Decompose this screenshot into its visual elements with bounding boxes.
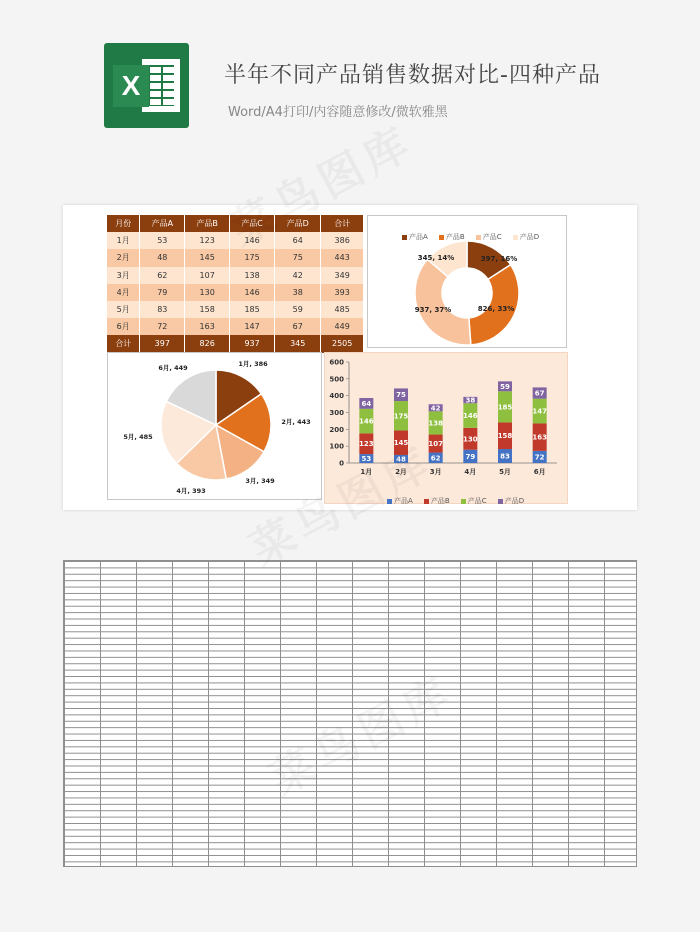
bar-data-label: 59: [500, 382, 510, 391]
y-tick-label: 600: [329, 358, 344, 367]
table-cell: 146: [230, 284, 275, 301]
table-total-cell: 345: [275, 335, 321, 352]
table-cell: 6月: [107, 318, 140, 335]
table-cell: 107: [185, 267, 230, 284]
x-tick-label: 2月: [395, 468, 407, 476]
table-row: [107, 318, 364, 335]
legend-item: 产品A: [402, 232, 428, 242]
table-cell: 185: [230, 301, 275, 318]
table-cell: 53: [140, 232, 185, 249]
table-total-cell: 397: [140, 335, 185, 352]
donut-data-label: 345, 14%: [417, 254, 455, 262]
pie-chart-box: [107, 352, 322, 500]
table-cell: 48: [140, 249, 185, 266]
pie-data-label: 1月, 386: [238, 360, 268, 368]
table-row: [107, 267, 364, 284]
y-tick-label: 500: [329, 375, 344, 384]
x-tick-label: 5月: [499, 468, 511, 476]
legend-item: 产品C: [476, 232, 502, 242]
logo-letter: X: [113, 65, 149, 107]
table-cell: 443: [321, 249, 364, 266]
table-cell: 145: [185, 249, 230, 266]
pie-data-label: 5月, 485: [123, 433, 153, 441]
table-cell: 138: [230, 267, 275, 284]
bar-data-label: 79: [465, 452, 476, 461]
bar-data-label: 38: [465, 396, 476, 405]
y-tick-label: 0: [339, 459, 344, 468]
table-cell: 175: [230, 249, 275, 266]
pie-data-label: 2月, 443: [281, 418, 311, 426]
y-tick-label: 300: [329, 409, 344, 417]
excel-logo-icon: [104, 43, 189, 128]
table-row: [107, 301, 364, 318]
table-cell: 59: [275, 301, 321, 318]
donut-chart: [368, 216, 566, 347]
bar-data-label: 147: [532, 407, 547, 416]
table-cell: 2月: [107, 249, 140, 266]
donut-chart-box: [367, 215, 567, 348]
x-tick-label: 4月: [464, 468, 477, 476]
table-cell: 3月: [107, 267, 140, 284]
bar-data-label: 175: [393, 412, 409, 421]
legend-item: 产品B: [439, 232, 465, 242]
bar-data-label: 107: [428, 440, 443, 449]
bar-data-label: 163: [532, 433, 547, 442]
bar-data-label: 72: [534, 453, 545, 462]
table-cell: 67: [275, 318, 321, 335]
bar-data-label: 48: [396, 455, 406, 464]
x-tick-label: 6月: [533, 468, 546, 476]
bar-data-label: 42: [430, 404, 441, 413]
bar-data-label: 53: [361, 455, 372, 464]
table-cell: 146: [230, 232, 275, 249]
table-cell: 147: [230, 318, 275, 335]
table-cell: 42: [275, 267, 321, 284]
table-cell: 485: [321, 301, 364, 318]
table-cell: 449: [321, 318, 364, 335]
bar-data-label: 67: [534, 389, 545, 398]
table-total-cell: 2505: [321, 335, 364, 352]
bar-data-label: 146: [463, 412, 478, 421]
legend-item: 产品A: [387, 496, 413, 506]
x-tick-label: 3月: [429, 468, 442, 476]
table-cell: 349: [321, 267, 364, 284]
table-total-cell: 826: [185, 335, 230, 352]
bar-data-label: 62: [430, 454, 441, 463]
bar-data-label: 130: [463, 435, 478, 444]
bar-data-label: 158: [497, 432, 513, 441]
bar-data-label: 138: [428, 419, 443, 428]
table-header-cell: 月份: [107, 215, 140, 232]
table-cell: 72: [140, 318, 185, 335]
table-total-cell: 937: [230, 335, 275, 352]
logo-grid: [148, 65, 174, 106]
table-cell: 5月: [107, 301, 140, 318]
page-title: 半年不同产品销售数据对比-四种产品: [224, 63, 601, 88]
y-tick-label: 100: [329, 442, 344, 451]
pie-chart: [108, 353, 321, 499]
table-cell: 123: [185, 232, 230, 249]
x-tick-label: 1月: [360, 468, 373, 476]
y-tick-label: 400: [329, 392, 344, 401]
y-tick-label: 200: [329, 425, 344, 434]
legend-item: 产品D: [498, 496, 524, 506]
table-header-cell: 产品C: [230, 215, 275, 232]
bar-data-label: 64: [361, 399, 372, 408]
donut-data-label: 826, 33%: [477, 305, 515, 313]
table-cell: 386: [321, 232, 364, 249]
pie-data-label: 6月, 449: [158, 364, 188, 372]
table-cell: 393: [321, 284, 364, 301]
table-header-cell: 合计: [321, 215, 364, 232]
bar-data-label: 83: [500, 452, 510, 461]
table-header-cell: 产品A: [140, 215, 185, 232]
table-header-cell: 产品B: [185, 215, 230, 232]
table-cell: 83: [140, 301, 185, 318]
table-cell: 62: [140, 267, 185, 284]
legend-item: 产品B: [424, 496, 450, 506]
table-cell: 79: [140, 284, 185, 301]
table-header-cell: 产品D: [275, 215, 321, 232]
table-cell: 75: [275, 249, 321, 266]
bar-data-label: 185: [497, 403, 513, 412]
pie-data-label: 3月, 349: [245, 477, 275, 485]
page-subtitle: Word/A4打印/内容随意修改/微软雅黑: [228, 105, 448, 120]
bar-data-label: 146: [359, 417, 374, 426]
table-cell: 4月: [107, 284, 140, 301]
legend-item: 产品D: [513, 232, 539, 242]
donut-data-label: 937, 37%: [414, 306, 452, 314]
legend-item: 产品C: [461, 496, 487, 506]
donut-data-label: 397, 16%: [480, 255, 518, 263]
table-total-cell: 合计: [107, 335, 140, 352]
table-cell: 158: [185, 301, 230, 318]
table-cell: 1月: [107, 232, 140, 249]
bar-data-label: 123: [359, 440, 374, 449]
table-cell: 130: [185, 284, 230, 301]
table-cell: 64: [275, 232, 321, 249]
table-row: [107, 284, 364, 301]
pie-data-label: 4月, 393: [176, 487, 206, 495]
table-cell: 163: [185, 318, 230, 335]
bar-data-label: 75: [396, 391, 406, 400]
bar-data-label: 145: [393, 439, 409, 448]
table-total-row: [107, 335, 364, 352]
table-row: [107, 249, 364, 266]
table-cell: 38: [275, 284, 321, 301]
